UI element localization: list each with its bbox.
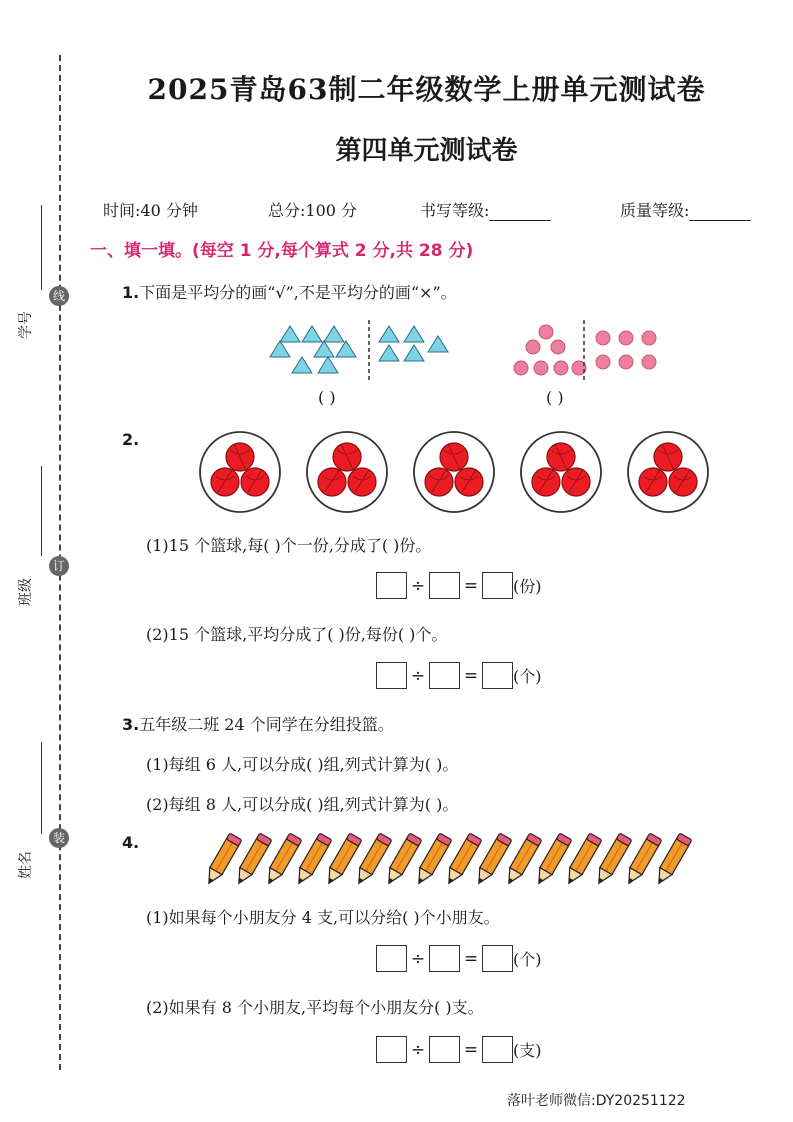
q4-eq1-box3[interactable]: [482, 945, 513, 972]
q2-sub1: (1)15 个篮球,每( )个一份,分成了( )份。: [146, 536, 432, 555]
q4-eq2-box3[interactable]: [482, 1036, 513, 1063]
footer-contact: 落叶老师微信:DY20251122: [507, 1093, 686, 1109]
page-title: 2025青岛63制二年级数学上册单元测试卷: [147, 73, 706, 106]
pencils-row: [198, 828, 718, 890]
q4-sub1: (1)如果每个小朋友分 4 支,可以分给( )个小朋友。: [146, 908, 500, 927]
binding-mark-ding: 订: [49, 556, 69, 576]
class-label: 班级: [18, 578, 34, 606]
pink-dots-left: [514, 325, 586, 375]
question-2-number: 2.: [122, 430, 140, 449]
q4-equation-1: ÷ = (个): [376, 945, 542, 972]
q2-eq2-box3[interactable]: [482, 662, 513, 689]
section-heading: 一、填一填。(每空 1 分,每个算式 2 分,共 28 分): [90, 241, 474, 261]
pink-dots-right: [596, 331, 656, 369]
q1-answer-right[interactable]: ( ): [546, 388, 564, 407]
q4-eq1-box1[interactable]: [376, 945, 407, 972]
student-id-label: 学号: [18, 311, 34, 339]
question-1: 1.下面是平均分的画“√”,不是平均分的画“×”。: [122, 283, 457, 302]
question-3: 3.五年级二班 24 个同学在分组投篮。: [122, 715, 394, 734]
q4-eq2-box1[interactable]: [376, 1036, 407, 1063]
binding-mark-zhuang: 装: [49, 828, 69, 848]
q4-eq2-box2[interactable]: [429, 1036, 460, 1063]
q2-eq1-box2[interactable]: [429, 572, 460, 599]
q1-figures: [262, 315, 672, 385]
writing-grade-label: 书写等级:: [420, 198, 551, 221]
q2-eq1-box1[interactable]: [376, 572, 407, 599]
q2-sub2: (2)15 个篮球,平均分成了( )份,每份( )个。: [146, 625, 448, 644]
time-label: 时间:40 分钟: [103, 201, 198, 220]
question-4-number: 4.: [122, 833, 140, 852]
name-line: [41, 742, 42, 834]
q2-eq2-box2[interactable]: [429, 662, 460, 689]
q3-sub1: (1)每组 6 人,可以分成( )组,列式计算为( )。: [146, 755, 459, 774]
quality-grade-label: 质量等级:: [620, 198, 751, 221]
name-label: 姓名: [18, 851, 34, 879]
q4-equation-2: ÷ = (支): [376, 1036, 542, 1063]
q1-answer-left[interactable]: ( ): [318, 388, 336, 407]
q4-eq1-box2[interactable]: [429, 945, 460, 972]
basketball-plates: [195, 428, 715, 518]
q2-equation-1: ÷ = (份): [376, 572, 542, 599]
q2-eq2-box1[interactable]: [376, 662, 407, 689]
q3-sub2: (2)每组 8 人,可以分成( )组,列式计算为( )。: [146, 795, 459, 814]
triangle-group-right: [379, 326, 448, 361]
student-id-line: [41, 205, 42, 290]
triangle-group-left: [270, 326, 356, 373]
q2-equation-2: ÷ = (个): [376, 662, 542, 689]
q4-sub2: (2)如果有 8 个小朋友,平均每个小朋友分( )支。: [146, 998, 484, 1017]
page-subtitle: 第四单元测试卷: [335, 136, 518, 166]
binding-mark-line: 线: [49, 286, 69, 306]
q2-eq1-box3[interactable]: [482, 572, 513, 599]
total-score-label: 总分:100 分: [268, 201, 358, 220]
class-line: [41, 466, 42, 556]
